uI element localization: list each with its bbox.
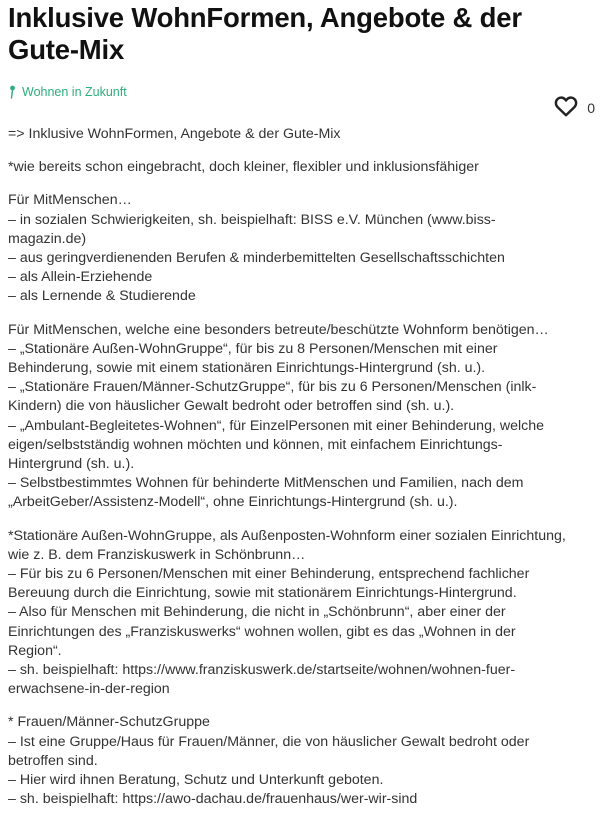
text-line: – „Stationäre Frauen/Männer-SchutzGruppe“, für bis zu 6 Personen/Menschen (inlk- (8, 379, 537, 396)
text-line: Für MitMenschen, welche eine besonders betreute/beschützte Wohnform benötigen… (8, 321, 549, 338)
text-line: magazin.de) (8, 230, 87, 247)
paragraph-aussen-wohngruppe (8, 527, 598, 700)
paragraph-mitmenschen (8, 191, 598, 306)
pin-icon (8, 85, 17, 99)
text-line: – Ist eine Gruppe/Haus für Frauen/Männer, die von häuslicher Gewalt bedroht oder (8, 733, 530, 750)
text-line: – „Stationäre Außen-WohnGruppe“, für bis zu 8 Personen/Menschen mit einer (8, 340, 498, 357)
text-line: – Also für Menschen mit Behinderung, die nicht in „Schönbrunn“, aber einer der (8, 604, 506, 621)
text-line: Hintergrund (sh. u.). (8, 456, 135, 473)
text-line: Bereuung durch die Einrichtung, sowie mit stationärem Einrichtungs-Hintergrund. (8, 585, 517, 602)
text-line: – in sozialen Schwierigkeiten, sh. beispielhaft: BISS e.V. München (www.biss- (8, 211, 496, 228)
text-line: – als Allein-Erziehende (8, 269, 153, 286)
paragraph-betreute-wohnform (8, 321, 598, 513)
post-meta (8, 85, 598, 125)
like-button[interactable] (554, 95, 595, 117)
text-line: Region“. (8, 642, 62, 659)
post-container (8, 0, 598, 824)
text-line: eigen/selbstständig wohnen möchten und können, mit einfachem Einrichtungs- (8, 436, 503, 453)
post-body (8, 125, 598, 810)
text-line: * Frauen/Männer-SchutzGruppe (8, 714, 210, 731)
text-line: – sh. beispielhaft: https://awo-dachau.de/frauenhaus/wer-wir-sind (8, 791, 418, 808)
text-line: wie z. B. dem Franziskuswerk in Schönbrunn… (8, 546, 306, 563)
category-label: Wohnen in Zukunft (22, 85, 127, 99)
text-line: Einrichtungen des „Franziskuswerks“ wohnen wollen, gibt es das „Wohnen in der (8, 623, 516, 640)
post-title: Inklusive WohnFormen, Angebote & der Gute-Mix (8, 2, 522, 65)
note-paragraph: *wie bereits schon eingebracht, doch kleiner, flexibler und inklusionsfähiger (8, 159, 479, 176)
text-line: betroffen sind. (8, 752, 98, 769)
text-line: – Selbstbestimmtes Wohnen für behinderte MitMenschen und Familien, nach dem (8, 475, 524, 492)
heart-outline-icon (554, 95, 578, 117)
text-line: – „Ambulant-Begleitetes-Wohnen“, für EinzelPersonen mit einer Behinderung, welche (8, 417, 545, 434)
text-line: „ArbeitGeber/Assistenz-Modell“, ohne Einrichtungs-Hintergrund (sh. u.). (8, 494, 458, 511)
text-line: – Hier wird ihnen Beratung, Schutz und Unterkunft geboten. (8, 772, 384, 789)
text-line: – sh. beispielhaft: https://www.franziskuswerk.de/startseite/wohnen/wohnen-fuer- (8, 662, 516, 679)
paragraph-schutzgruppe (8, 713, 598, 809)
text-line: Für MitMenschen… (8, 192, 132, 209)
text-line: Behinderung, sowie mit einem stationären Einrichtungs-Hintergrund (sh. u.). (8, 360, 486, 377)
text-line: – als Lernende & Studierende (8, 288, 196, 305)
text-line: – Für bis zu 6 Personen/Menschen mit einer Behinderung, entsprechend fachlicher (8, 566, 530, 583)
text-line: *Stationäre Außen-WohnGruppe, als Außenposten-Wohnform einer sozialen Einrichtung, (8, 527, 566, 544)
text-line: Kindern) die von häuslicher Gewalt bedroht oder betroffen sind (sh. u.). (8, 398, 455, 415)
text-line: – aus geringverdienenden Berufen & minderbemittelten Gesellschaftsschichten (8, 250, 505, 267)
intro-paragraph: => Inklusive WohnFormen, Angebote & der Gute-Mix (8, 126, 341, 142)
like-count: 0 (587, 99, 595, 116)
text-line: erwachsene-in-der-region (8, 681, 170, 698)
category-link[interactable] (8, 85, 127, 99)
